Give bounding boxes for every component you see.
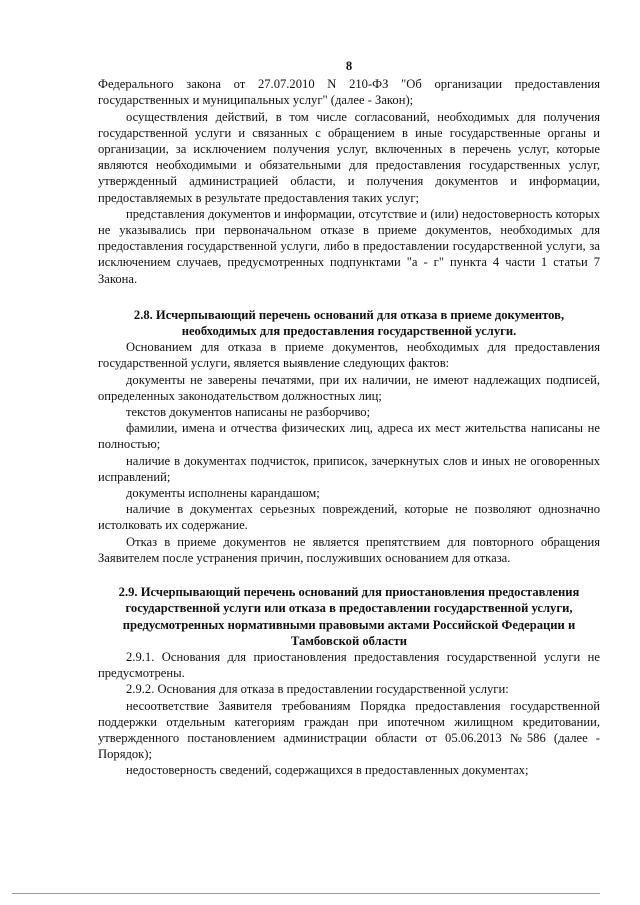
section-2-9-paragraph: 2.9.2. Основания для отказа в предоставлении государственной услуги: (126, 682, 509, 697)
section-2-8-paragraph: документы исполнены карандашом; (126, 486, 320, 501)
section-2-8-heading: 2.8. Исчерпывающий перечень оснований для отказа в приеме документов, необходимых для предоставления государственной услуги. (133, 307, 565, 339)
paragraph-documents: представления документов и информации, отсутствие и (или) недостоверность которых не указывались при первоначальном отказе в приеме документов, необходимых для предоставления государственной услуги, либо в предоставлении государственной услуги, за исключением случаев, предусмотренных подпунктами "а - г" пункта 4 части 1 статьи 7 Закона. (98, 206, 600, 286)
section-2-8-paragraph: фамилии, имена и отчества физических лиц, адреса их мест жительства написаны не полностью; (98, 421, 600, 452)
page-number: 8 (345, 59, 353, 73)
paragraph-law-reference: Федерального закона от 27.07.2010 N 210-ФЗ "Об организации предоставления государственных и муниципальных услуг" (далее - Закон); (98, 77, 600, 108)
section-2-8-paragraph: Основанием для отказа в приеме документов, необходимых для предоставления государственной услуги, является выявление следующих фактов: (98, 340, 600, 371)
section-2-8-paragraph: Отказ в приеме документов не является препятствием для повторного обращения Заявителем после устранения причин, послуживших основанием для отказа. (98, 534, 600, 565)
section-2-9-paragraph: несоответствие Заявителя требованиям Порядка предоставления государственной поддержки отдельным категориям граждан при ипотечном жилищном кредитовании, утвержденного постановлением администрации области от 05.06.2013 №586 (далее - Порядок); (98, 698, 600, 762)
section-2-9-paragraph: недостоверность сведений, содержащихся в предоставленных документах; (126, 763, 529, 778)
section-2-8-paragraph: текстов документов написаны не разборчиво; (126, 405, 371, 420)
section-2-9-paragraph: 2.9.1. Основания для приостановления предоставления государственной услуги не предусмотрены. (98, 649, 600, 681)
section-2-9-heading: 2.9. Исчерпывающий перечень оснований для приостановления предоставления государственной услуги или отказа в предоставлении государственной услуги, предусмотренных нормативными правовыми актами Российской Федерации и Тамбовской области (118, 585, 580, 648)
section-2-8-paragraph: наличие в документах серьезных повреждений, которые не позволяют однозначно истолковать их содержание. (98, 502, 600, 533)
section-2-8-paragraph: документы не заверены печатями, при их наличии, не имеют надлежащих подписей, определенных законодательством должностных лиц; (98, 372, 600, 403)
scan-edge-line (12, 893, 600, 894)
paragraph-actions: осуществления действий, в том числе согласований, необходимых для получения государственной услуги и связанных с обращением в иные государственные органы и организации, за исключением получения услуг, включенных в перечень услуг, которые являются необходимыми и обязательными для предоставления государственных услуг, утвержденный администрацией области, и получения документов и информации, предоставляемых в результате предоставления таких услуг; (98, 109, 600, 205)
document-page (98, 58, 600, 779)
section-2-8-paragraph: наличие в документах подчисток, приписок, зачеркнутых слов и иных не оговоренных исправлений; (98, 453, 600, 484)
